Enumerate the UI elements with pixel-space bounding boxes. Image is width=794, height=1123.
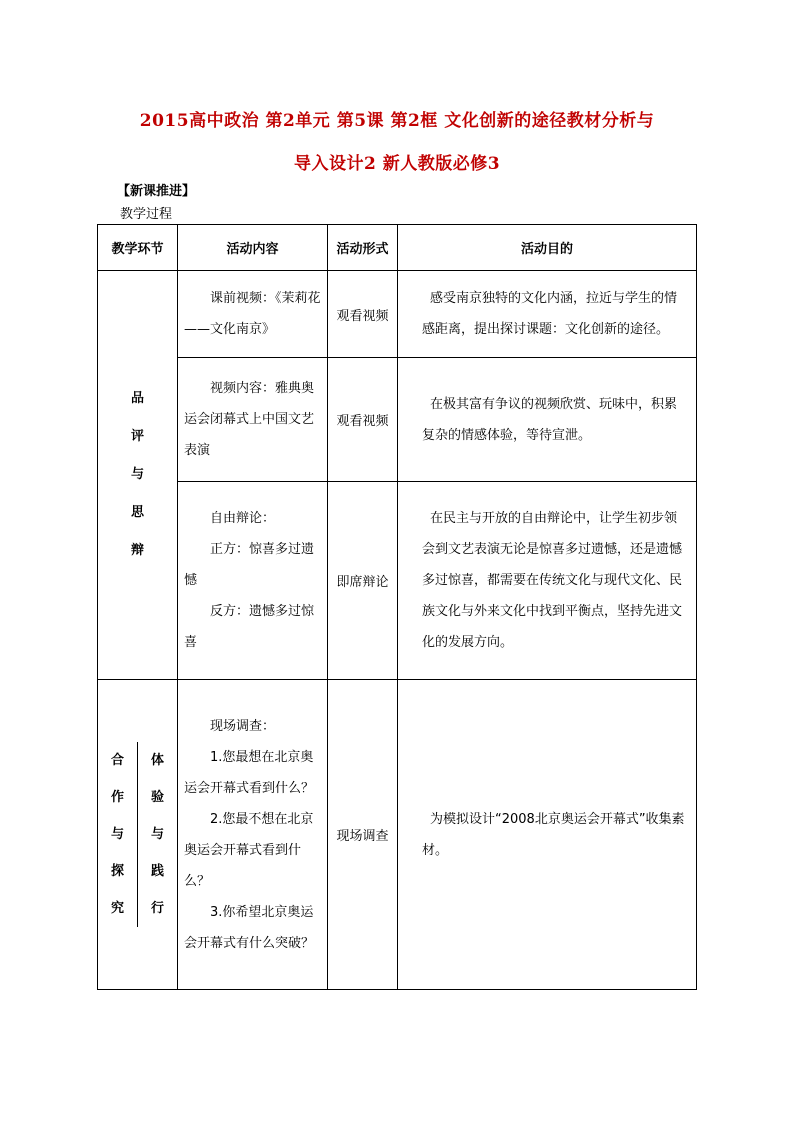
document-title-line-2: 导入设计2 新人教版必修3 <box>293 154 501 174</box>
table-row <box>98 680 697 990</box>
purpose-cell: 感受南京独特的文化内涵，拉近与学生的情感距离，提出探讨课题：文化创新的途径。 <box>398 271 697 358</box>
form-cell: 观看视频 <box>328 271 398 358</box>
content-cell: 视频内容：雅典奥运会闭幕式上中国文艺表演 <box>178 358 328 482</box>
header-purpose: 活动目的 <box>398 225 697 271</box>
form-cell: 即席辩论 <box>328 482 398 680</box>
table-row <box>98 358 697 482</box>
section-label: 【新课推进】 <box>117 184 196 199</box>
document-title-line-1: 2015高中政治 第2单元 第5课 第2框 文化创新的途径教材分析与 <box>139 111 655 131</box>
header-content: 活动内容 <box>178 225 328 271</box>
purpose-cell: 在极其富有争议的视频欣赏、玩味中，积累复杂的情感体验，等待宣泄。 <box>398 358 697 482</box>
table-row <box>98 271 697 358</box>
stage-cell-hezuo <box>98 680 178 990</box>
purpose-cell: 在民主与开放的自由辩论中，让学生初步领会到文艺表演无论是惊喜多过遗憾，还是遗憾多过惊喜，都需要在传统文化与现代文化、民族文化与外来文化中找到平衡点，坚持先进文化的发展方向。 <box>398 482 697 680</box>
content-cell: 课前视频：《茉莉花——文化南京》 <box>178 271 328 358</box>
stage-cell-pinping: 品 评 与 思 辩 <box>98 271 178 680</box>
form-cell: 观看视频 <box>328 358 398 482</box>
table-row <box>98 482 697 680</box>
content-cell: 现场调查： 1.您最想在北京奥运会开幕式看到什么？ 2.您最不想在北京奥运会开幕式看到什么？ 3.你希望北京奥运会开幕式有什么突破？ <box>178 680 328 990</box>
form-cell: 现场调查 <box>328 680 398 990</box>
table-header-row <box>98 225 697 271</box>
header-stage: 教学环节 <box>98 225 178 271</box>
stage-label-tiyan: 体 验 与 践 行 <box>137 742 177 927</box>
content-cell: 自由辩论： 正方：惊喜多过遗憾 反方：遗憾多过惊喜 <box>178 482 328 680</box>
purpose-cell: 为模拟设计“2008北京奥运会开幕式”收集素材。 <box>398 680 697 990</box>
process-label: 教学过程 <box>120 207 173 222</box>
header-form: 活动形式 <box>328 225 398 271</box>
teaching-process-table <box>97 224 697 990</box>
stage-label-hezuo: 合 作 与 探 究 <box>110 753 124 916</box>
